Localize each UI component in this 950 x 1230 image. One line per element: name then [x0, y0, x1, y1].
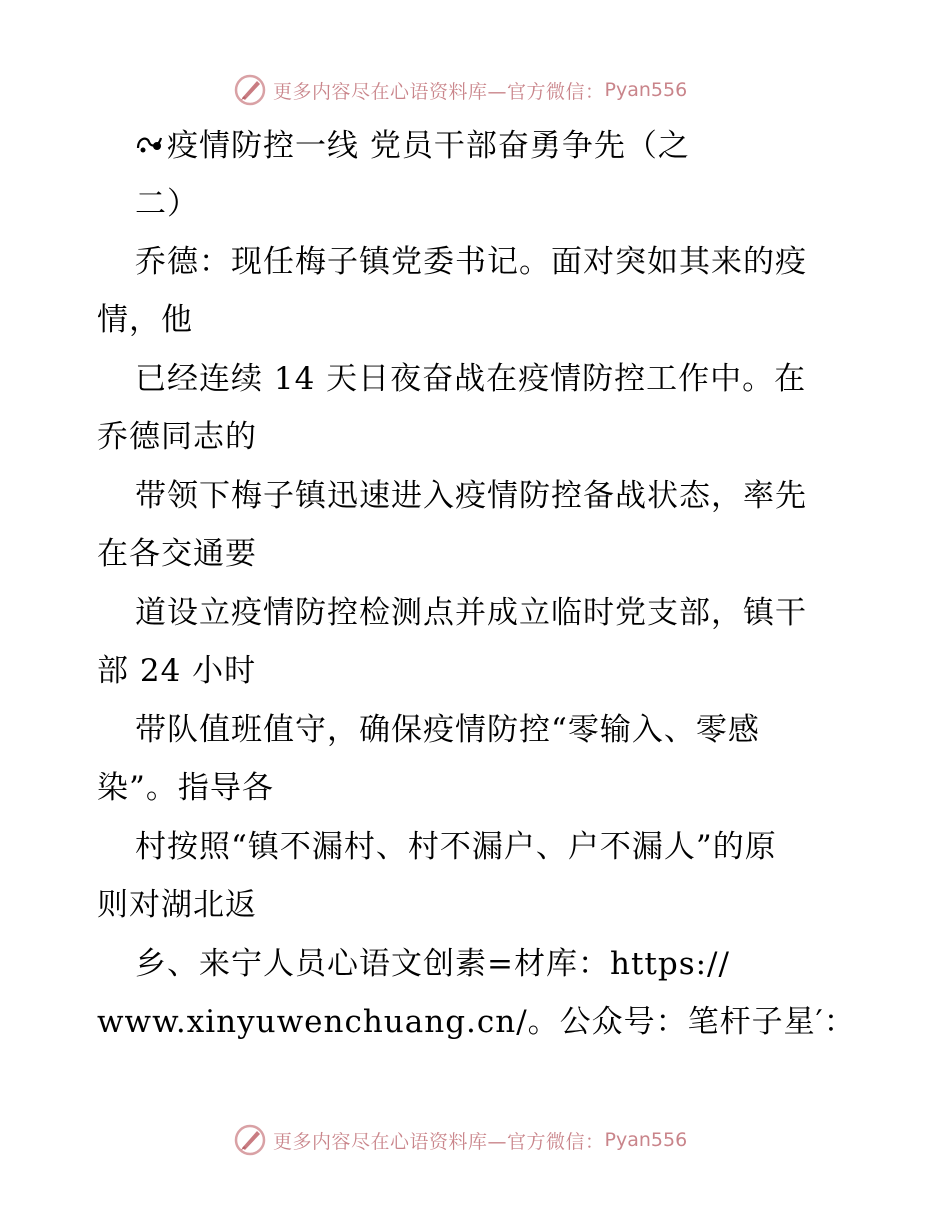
watermark-wechat-id: Pyan556	[604, 79, 688, 101]
brush-logo-icon	[233, 1123, 267, 1157]
body-line: 村按照“镇不漏村、村不漏户、户不漏人”的原	[135, 829, 777, 865]
body-line: 带队值班值守，确保疫情防控“零输入、零感	[135, 712, 760, 748]
title-line-2: 二）	[135, 186, 199, 222]
watermark-text: 更多内容尽在心语资料库—官方微信：	[273, 1130, 605, 1153]
body-line: 情，他	[97, 302, 193, 338]
watermark-footer	[233, 1123, 687, 1157]
watermark-header	[233, 73, 687, 107]
brush-logo-icon	[233, 73, 267, 107]
body-line: 带领下梅子镇迅速进入疫情防控备战状态，率先	[135, 478, 807, 514]
body-line: 在各交通要	[97, 536, 257, 572]
body-line: 已经连续 14 天日夜奋战在疫情防控工作中。在	[135, 361, 807, 397]
title-line-1: 疫情防控一线 党员干部奋勇争先（之	[167, 128, 690, 164]
body-line: 乔德同志的	[97, 419, 257, 455]
body-line: 部 24 小时	[97, 653, 257, 689]
body-line: 道设立疫情防控检测点并成立临时党支部，镇干	[135, 595, 807, 631]
body-line: www.xinyuwenchuang.cn/。公众号：笔杆子星′：	[97, 1004, 856, 1040]
body-line: 染”。指导各	[97, 770, 274, 806]
body-line: 则对湖北返	[97, 887, 257, 923]
flower-bullet-icon	[135, 126, 165, 166]
body-line: 乔德：现任梅子镇党委书记。面对突如其来的疫	[135, 244, 807, 280]
watermark-text: 更多内容尽在心语资料库—官方微信：	[273, 80, 605, 103]
document-title	[135, 126, 690, 166]
watermark-wechat-id: Pyan556	[604, 1129, 688, 1151]
body-line: 乡、来宁人员心语文创素=材库：https://	[135, 946, 730, 982]
